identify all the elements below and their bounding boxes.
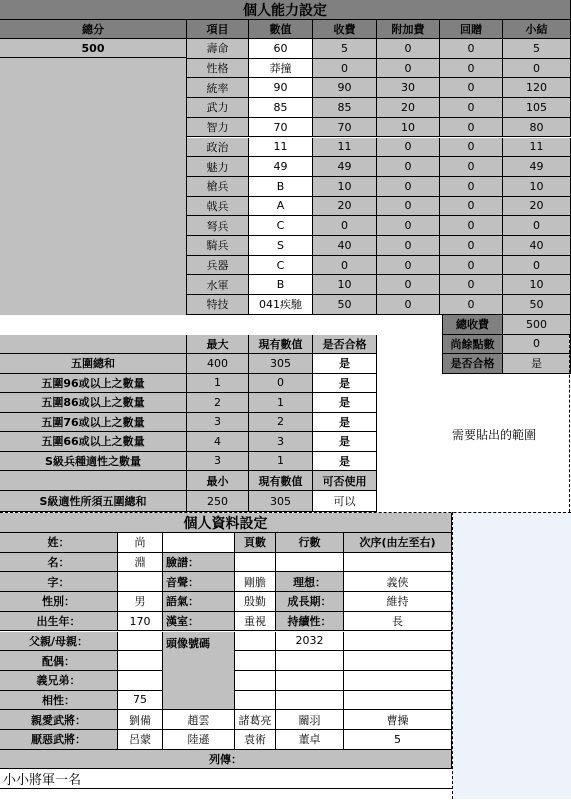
han-value[interactable]: 重視 (235, 612, 276, 632)
style-name-label: 字： (0, 572, 118, 592)
ability-extra: 0 (377, 39, 440, 59)
ability-item: 政治 (187, 138, 249, 158)
stats-ok: 是 (313, 432, 377, 452)
total-score: 500 (0, 39, 187, 58)
ideal-value[interactable]: 義俠 (344, 572, 452, 592)
ability-value-input[interactable]: C (249, 216, 313, 236)
ability-fee: 50 (313, 295, 377, 315)
ability-item: 性格 (187, 59, 249, 79)
ability-item: 槍兵 (187, 177, 249, 197)
stats-max: 3 (187, 413, 249, 433)
liked-general[interactable]: 諸葛亮 (235, 710, 276, 730)
hated-general[interactable]: 5 (344, 730, 452, 750)
ability-rebate: 0 (440, 177, 503, 197)
stats-label: S級兵種適性之數量 (0, 452, 187, 472)
ability-subtotal: 50 (503, 295, 571, 315)
ability-extra: 0 (377, 275, 440, 295)
ability-extra: 0 (377, 216, 440, 236)
blank-cell (235, 671, 276, 691)
ability-item: 特技 (187, 295, 249, 315)
stats-header-blank (0, 335, 187, 354)
sworn-value[interactable] (118, 671, 163, 691)
summary-label: 總收費 (442, 315, 503, 335)
ability-extra: 0 (377, 177, 440, 197)
liked-general[interactable]: 劉備 (118, 710, 163, 730)
ability-extra: 0 (377, 138, 440, 158)
gender-value[interactable]: 男 (118, 592, 163, 612)
line-label: 行數 (276, 533, 344, 553)
ability-rebate: 0 (440, 118, 503, 138)
ability-item: 戟兵 (187, 197, 249, 217)
selection-border-right-upper (569, 335, 570, 512)
ability-rebate: 0 (440, 256, 503, 276)
stats-header-2: 是否合格 (313, 335, 377, 354)
style-name-value[interactable] (118, 572, 163, 592)
ability-item: 兵器 (187, 256, 249, 276)
ability-rebate: 0 (440, 59, 503, 79)
ability-value-input[interactable]: S (249, 236, 313, 256)
ability-extra: 20 (377, 98, 440, 118)
ability-value-input[interactable]: 70 (249, 118, 313, 138)
summary-label: 是否合格 (442, 354, 503, 374)
stats-current: 305 (249, 354, 313, 374)
ability-fee: 0 (313, 216, 377, 236)
birth-year-value[interactable]: 170 (118, 612, 163, 632)
blank-cell (235, 691, 276, 711)
stats-label: 五圍76或以上之數量 (0, 413, 187, 433)
ability-value-input[interactable]: B (249, 177, 313, 197)
ability-item: 騎兵 (187, 236, 249, 256)
ability-fee: 5 (313, 39, 377, 59)
stats-header-1: 現有數值 (249, 335, 313, 354)
stats-label: 五圍86或以上之數量 (0, 393, 187, 413)
bio-label: 列傳： (0, 750, 452, 770)
birth-year-label: 出生年： (0, 612, 118, 632)
face-line[interactable] (276, 553, 344, 573)
persist-value[interactable]: 長 (344, 612, 452, 632)
ability-rebate: 0 (440, 157, 503, 177)
summary-value: 500 (503, 315, 571, 335)
ability-item: 智力 (187, 118, 249, 138)
hated-general[interactable]: 袁術 (235, 730, 276, 750)
stats-header2-0: 最小 (187, 471, 249, 491)
face-page[interactable] (235, 553, 276, 573)
ability-fee: 0 (313, 256, 377, 276)
ability-subtotal: 120 (503, 78, 571, 98)
ability-subtotal: 10 (503, 177, 571, 197)
stats-max: 3 (187, 452, 249, 472)
ability-rebate: 0 (440, 295, 503, 315)
ability-extra: 0 (377, 256, 440, 276)
ability-item: 壽命 (187, 39, 249, 59)
ability-rebate: 0 (440, 39, 503, 59)
ability-fee: 20 (313, 197, 377, 217)
stats-header2-2: 可否使用 (313, 471, 377, 491)
stats-current: 3 (249, 432, 313, 452)
ability-fee: 10 (313, 275, 377, 295)
ideal-label: 理想： (276, 572, 344, 592)
ability-subtotal: 11 (503, 138, 571, 158)
ability-fee: 90 (313, 78, 377, 98)
sworn-label: 義兄弟： (0, 671, 118, 691)
ability-header-2: 數值 (249, 20, 313, 39)
ability-fee: 40 (313, 236, 377, 256)
stats-max: 4 (187, 432, 249, 452)
blank-cell (276, 651, 344, 671)
ability-subtotal: 0 (503, 216, 571, 236)
stats-row2-current: 305 (249, 491, 313, 512)
blank-cell (344, 691, 452, 711)
ability-fee: 0 (313, 59, 377, 79)
liked-general[interactable]: 曹操 (344, 710, 452, 730)
hated-general[interactable]: 董卓 (276, 730, 344, 750)
given-name-label: 名： (0, 553, 118, 573)
ability-subtotal: 10 (503, 275, 571, 295)
ability-value-input[interactable]: A (249, 197, 313, 217)
surname-value[interactable]: 尚 (118, 533, 163, 553)
stats-current: 0 (249, 374, 313, 394)
stats-label: 五圍96或以上之數量 (0, 374, 187, 394)
persist-label: 持續性： (276, 612, 344, 632)
stats-current: 2 (249, 413, 313, 433)
summary-value: 是 (503, 354, 571, 374)
ability-rebate: 0 (440, 78, 503, 98)
hated-general[interactable]: 陸遜 (163, 730, 235, 750)
profile-title: 個人資料設定 (0, 513, 452, 533)
ability-extra: 0 (377, 157, 440, 177)
ability-fee: 85 (313, 98, 377, 118)
outside-area (452, 512, 571, 799)
ability-item: 水軍 (187, 275, 249, 295)
bio-text[interactable]: 小小將軍一名 (0, 769, 452, 789)
stats-ok: 是 (313, 413, 377, 433)
stats-row2-ok: 可以 (313, 491, 377, 512)
hated-general[interactable]: 呂蒙 (118, 730, 163, 750)
liked-generals-label: 親愛武將： (0, 710, 118, 730)
ability-value-input[interactable]: 49 (249, 157, 313, 177)
ability-extra: 0 (377, 197, 440, 217)
ability-rebate: 0 (440, 236, 503, 256)
ability-header-6: 小結 (503, 20, 571, 39)
stats-ok: 是 (313, 393, 377, 413)
ability-header-5: 回贈 (440, 20, 503, 39)
stats-ok: 是 (313, 452, 377, 472)
ability-rebate: 0 (440, 138, 503, 158)
ability-fee: 49 (313, 157, 377, 177)
ability-subtotal: 5 (503, 39, 571, 59)
portrait-label: 頭像號碼 (163, 632, 235, 711)
compat-value[interactable]: 75 (118, 691, 163, 711)
gap (0, 315, 442, 335)
ability-value-input[interactable]: 041疾馳 (249, 295, 313, 315)
ability-rebate: 0 (440, 275, 503, 295)
gender-label: 性別： (0, 592, 118, 612)
ability-subtotal: 20 (503, 197, 571, 217)
ability-header-1: 項目 (187, 20, 249, 39)
selection-border-right-lower (452, 512, 453, 799)
blank-cell (0, 789, 452, 809)
stats-label: 五圍總和 (0, 354, 187, 374)
parents-label: 父親/母親： (0, 632, 118, 652)
stats-max: 2 (187, 393, 249, 413)
ability-extra: 0 (377, 59, 440, 79)
ability-item: 弩兵 (187, 216, 249, 236)
blank-cell (276, 691, 344, 711)
ability-value-input[interactable]: B (249, 275, 313, 295)
ability-rebate: 0 (440, 216, 503, 236)
spouse-value[interactable] (118, 651, 163, 671)
spouse-label: 配偶： (0, 651, 118, 671)
ability-subtotal: 80 (503, 118, 571, 138)
ability-subtotal: 40 (503, 236, 571, 256)
blank-cell (344, 651, 452, 671)
total-score-filler (0, 58, 187, 315)
ability-title: 個人能力設定 (0, 0, 571, 20)
stats-header2-blank (0, 471, 187, 491)
ability-subtotal: 105 (503, 98, 571, 118)
ability-header-3: 收費 (313, 20, 377, 39)
order-label: 次序(由左至右) (344, 533, 452, 553)
liked-general[interactable]: 趙雲 (163, 710, 235, 730)
stats-row2-min: 250 (187, 491, 249, 512)
page-label: 頁數 (235, 533, 276, 553)
stats-current: 1 (249, 393, 313, 413)
blank-cell (235, 651, 276, 671)
ability-subtotal: 0 (503, 256, 571, 276)
stats-header2-1: 現有數值 (249, 471, 313, 491)
ability-extra: 30 (377, 78, 440, 98)
ability-value-input[interactable]: 90 (249, 78, 313, 98)
summary-label: 尚餘點數 (442, 335, 503, 355)
surname-label: 姓： (0, 533, 118, 553)
ability-value-input[interactable]: 85 (249, 98, 313, 118)
summary-value: 0 (503, 335, 571, 355)
ability-header-0: 總分 (0, 20, 187, 39)
hated-generals-label: 厭惡武將： (0, 730, 118, 750)
blank-cell (344, 671, 452, 691)
ability-item: 武力 (187, 98, 249, 118)
compat-label: 相性： (0, 691, 118, 711)
ability-extra: 0 (377, 295, 440, 315)
liked-general[interactable]: 關羽 (276, 710, 344, 730)
ability-subtotal: 49 (503, 157, 571, 177)
growth-label: 成長期： (276, 592, 344, 612)
ability-value-input[interactable]: 60 (249, 39, 313, 59)
ability-rebate: 0 (440, 197, 503, 217)
stats-ok: 是 (313, 374, 377, 394)
blank-cell (163, 533, 235, 553)
ability-item: 統率 (187, 78, 249, 98)
ability-fee: 11 (313, 138, 377, 158)
tone-label: 語氣： (163, 592, 235, 612)
stats-row2-label: S級適性所須五圍總和 (0, 491, 187, 512)
growth-value[interactable]: 維持 (344, 592, 452, 612)
stats-max: 1 (187, 374, 249, 394)
face-label: 臉譜： (163, 553, 235, 573)
stats-label: 五圍66或以上之數量 (0, 432, 187, 452)
face-order[interactable] (344, 553, 452, 573)
ability-value-input[interactable]: C (249, 256, 313, 276)
ability-subtotal: 0 (503, 59, 571, 79)
ability-fee: 70 (313, 118, 377, 138)
tone-value[interactable]: 殷勤 (235, 592, 276, 612)
stats-max: 400 (187, 354, 249, 374)
stats-ok: 是 (313, 354, 377, 374)
stats-current: 1 (249, 452, 313, 472)
blank-cell (276, 671, 344, 691)
ability-rebate: 0 (440, 98, 503, 118)
blank-cell (235, 632, 276, 652)
ability-item: 魅力 (187, 157, 249, 177)
parents-value[interactable] (118, 632, 163, 652)
voice-value[interactable]: 剛膽 (235, 572, 276, 592)
ability-value-input[interactable]: 11 (249, 138, 313, 158)
ability-extra: 10 (377, 118, 440, 138)
portrait-value[interactable]: 2032 (276, 632, 344, 652)
paste-note: 需要貼出的範圍 (452, 428, 537, 442)
blank-cell (344, 632, 452, 652)
han-label: 漢室： (163, 612, 235, 632)
given-name-value[interactable]: 淵 (118, 553, 163, 573)
ability-fee: 10 (313, 177, 377, 197)
ability-header-4: 附加費 (377, 20, 440, 39)
stats-header-0: 最大 (187, 335, 249, 354)
ability-value-input[interactable]: 莽撞 (249, 59, 313, 79)
ability-extra: 0 (377, 236, 440, 256)
voice-label: 音聲： (163, 572, 235, 592)
